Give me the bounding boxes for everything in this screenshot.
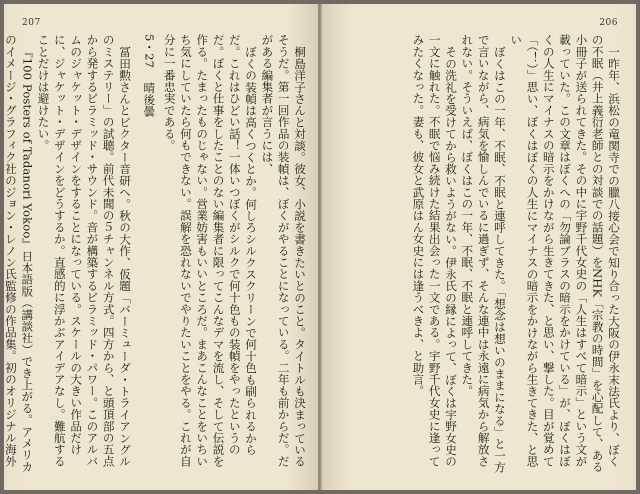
paragraph: ぼくはこの一年、不眠、不眠と連呼してきた。「想念は想いのままになる」と一方で言いながら、病気を愉しんでいるに過ぎず、そんな連中は永遠に病気から解放されない。そういえば、ぼくはこの一年、不眠、不眠と連呼してきた。 [460,34,507,473]
page-body-text [3,34,308,474]
entry-date: 5・27 [142,34,157,69]
paragraph: ぼくの装幀は高くつくとか。何しろシルクスクリーンで何十色も刷られるからだ。これはひどい話！一体いつぼくがシルクで何十色もの装幀をやったというのだ。ぼくと仕事をしたことのない編集者に限ってこんなデマを流し、そして伝説を作る。たまったものじゃない。営業妨害もいいところだ。まあこんなことをいちいち気にしていたら何もできない。誤解を恐れないでやりたいことをやる。これが自分に一番忠実である。 [162,34,259,467]
page-number: 206 [599,18,618,28]
page-number: 207 [22,18,41,28]
paragraph: 桐島洋子さんと対談。彼女、小説を書きたいとのこと。タイトルも決まっているそうだ。第一回作品の装幀は、ぼくがやることになっている。二年も前からだ。だがある編集者が言うには、 [260,34,307,467]
diary-entry-header [141,34,157,474]
paragraph: 一昨年、浜松の竜関寺での臘八接心会で知り合った大阪の伊永末法氏より、ぼくの不眠（井上義衍老師との対談での話題）をNHK「宗教の時間」を心配して、ある小冊子が送られてきた。その中に宇野千代女史の「人生はすべて暗示」という文が載っていた。この文章はぼくへの「勿論ブラスの暗示をかけている」が、ぼくはぼくの人生にマイナスの暗示をかけながら生きてきた、と思い、撃した。目が覚めて「（！）」思い、ぼくはぼくの人生にマイナスの暗示をかけながら生きてきた、と思い [509,34,621,473]
left-page [4,4,318,490]
right-page [320,4,636,490]
paragraph: 『100 Posters of Tadanori Yokoo』日本語版（講談社）でき上がる。アメリカのイメージ・グラフィク社のジョン・レノン氏監修の作品集。初のオリジナル海外 [3,34,35,472]
paragraph: その洗礼を受けてから救いようがない。伊永氏の縁によって、ぼくは宇野女史の一文に触れた。不眠で悩み続けた結果出会った一文である。宇野千代女史に逢ってみたくなった。妻も、彼女と武原はん女史には逢うべきよ、と助言。 [411,34,459,467]
entry-weather: 晴後曇 [142,81,157,118]
page-body-text [330,34,622,474]
paragraph: 冨田勲さんとビクター音研へ。秋の大作、仮題「バーミューダ・トライアングルのミステリー」の試聴。前代未聞の５チャンネル方式。四方から、と頭頂部の五点から発するピラミッド・サウンド。音が構築するピラミッド・パワー。このアルバムのジャケット・デザインをすることになっている。スケールの大きい作品だけに、ジャケット・デザインをどうするか。直感的に浮かぶアイデアなし。難航することだけは避けたい。 [36,34,133,467]
